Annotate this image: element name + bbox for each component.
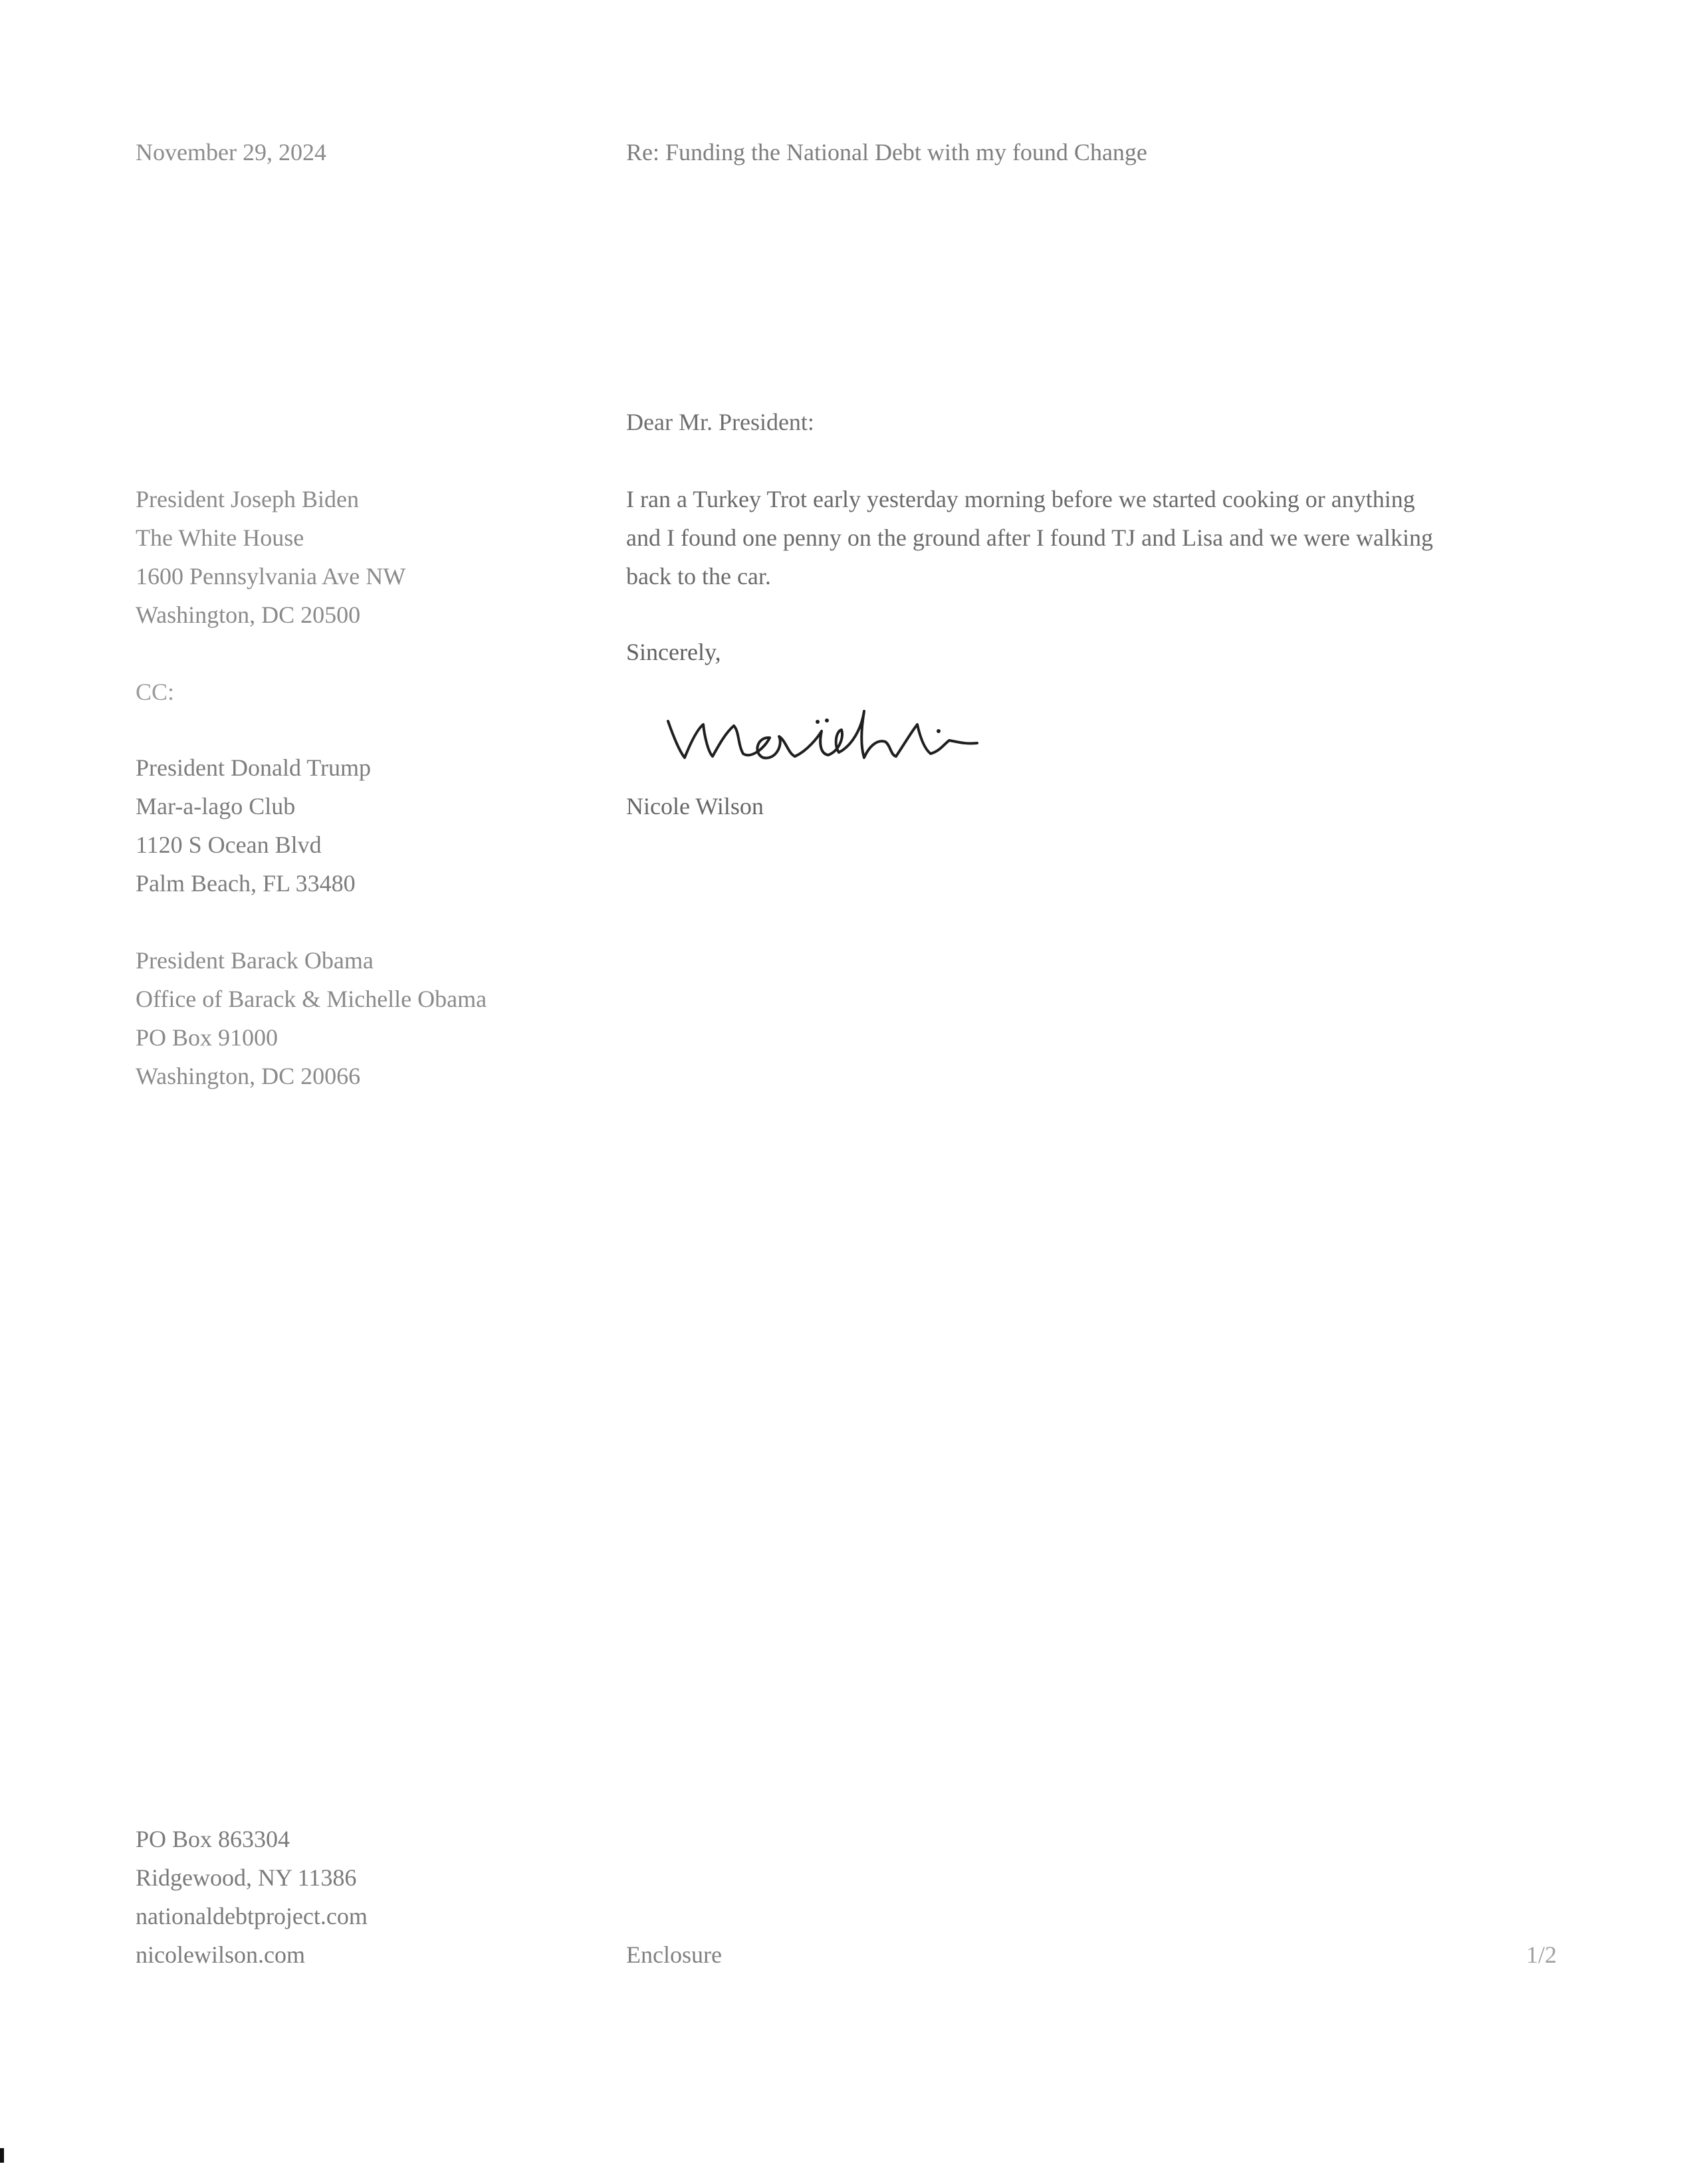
cc-label: CC: — [136, 679, 175, 705]
recipient-line: The White House — [136, 524, 304, 551]
signature-graphic — [665, 698, 984, 771]
cc-line: President Barack Obama — [136, 947, 374, 974]
sender-website: nationaldebtproject.com — [136, 1903, 368, 1929]
cc-line: 1120 S Ocean Blvd — [136, 831, 322, 858]
subject-line: Re: Funding the National Debt with my found Change — [626, 139, 1147, 165]
recipient-line: Washington, DC 20500 — [136, 601, 361, 628]
sender-address — [136, 1820, 368, 1974]
scan-edge-mark — [0, 2148, 4, 2163]
enclosure-note: Enclosure — [626, 1941, 722, 1968]
body-line: I ran a Turkey Trot early yesterday morning before we started cooking or anything — [626, 486, 1415, 512]
sender-line: Ridgewood, NY 11386 — [136, 1864, 357, 1891]
body-line: and I found one penny on the ground after I found TJ and Lisa and we were walking — [626, 524, 1433, 551]
handwritten-signature — [665, 698, 984, 782]
cc-line: Office of Barack & Michelle Obama — [136, 986, 487, 1012]
cc-line: President Donald Trump — [136, 754, 372, 781]
body-line: back to the car. — [626, 563, 771, 590]
letter-body — [626, 480, 1570, 596]
recipient-line: President Joseph Biden — [136, 486, 359, 512]
cc-line: Palm Beach, FL 33480 — [136, 870, 356, 897]
recipient-line: 1600 Pennsylvania Ave NW — [136, 563, 406, 590]
cc-line: Washington, DC 20066 — [136, 1063, 361, 1089]
page-number: 1/2 — [1526, 1941, 1557, 1968]
cc-line: Mar-a-lago Club — [136, 793, 296, 819]
salutation: Dear Mr. President: — [626, 409, 814, 435]
cc-address — [136, 748, 371, 903]
sender-website: nicolewilson.com — [136, 1941, 305, 1968]
cc-line: PO Box 91000 — [136, 1024, 279, 1051]
recipient-address — [136, 480, 405, 634]
cc-address — [136, 941, 487, 1095]
signer-name: Nicole Wilson — [626, 793, 764, 819]
letter-date: November 29, 2024 — [136, 139, 326, 165]
sender-line: PO Box 863304 — [136, 1826, 290, 1852]
closing: Sincerely, — [626, 639, 721, 665]
